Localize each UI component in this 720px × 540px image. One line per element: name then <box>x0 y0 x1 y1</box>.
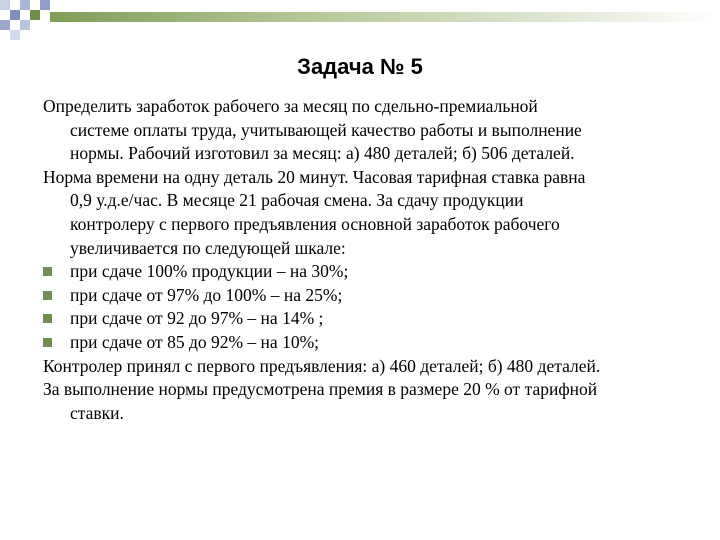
decorative-checker-pattern <box>0 0 50 42</box>
paragraph-line: системе оплаты труда, учитывающей качество работы и выполнение <box>70 119 582 140</box>
list-item-text: при сдаче от 92 до 97% – на 14% ; <box>70 308 324 329</box>
checker-square <box>30 10 40 20</box>
checker-square <box>20 20 30 30</box>
checker-square <box>40 0 50 10</box>
checker-square <box>0 30 10 40</box>
bonus-scale-list <box>43 260 703 354</box>
list-item-text: при сдаче от 85 до 92% – на 10%; <box>70 331 320 352</box>
paragraph-line: Определить заработок рабочего за месяц по сдельно-премиальной <box>43 96 538 116</box>
checker-square <box>30 0 40 10</box>
paragraph-line: 0,9 у.д.е/час. В месяце 21 рабочая смена. За сдачу продукции <box>70 190 524 211</box>
checker-square <box>20 10 30 20</box>
checker-square <box>0 20 10 30</box>
list-item <box>43 284 703 308</box>
list-item-text: при сдаче от 97% до 100% – на 25%; <box>70 284 343 305</box>
list-item-text: при сдаче 100% продукции – на 30%; <box>70 261 349 282</box>
checker-square <box>10 30 20 40</box>
paragraph-line: За выполнение нормы предусмотрена премия в размере 20 % от тарифной <box>43 379 598 400</box>
list-item <box>43 331 703 355</box>
paragraph-line: нормы. Рабочий изготовил за месяц: а) 480 деталей; б) 506 деталей. <box>70 143 575 164</box>
square-bullet-icon <box>43 267 52 276</box>
task-body <box>43 95 703 425</box>
list-item <box>43 260 703 284</box>
checker-square <box>10 0 20 10</box>
square-bullet-icon <box>43 338 52 347</box>
checker-square <box>30 20 40 30</box>
square-bullet-icon <box>43 291 52 300</box>
paragraph-line: ставки. <box>70 402 124 423</box>
slide-title <box>0 54 720 80</box>
header-gradient-band <box>50 12 720 22</box>
checker-square <box>20 0 30 10</box>
paragraph-line: Норма времени на одну деталь 20 минут. Часовая тарифная ставка равна <box>43 166 586 187</box>
paragraph-line: контролеру с первого предъявления основной заработок рабочего <box>70 213 560 234</box>
task-paragraph <box>43 95 703 166</box>
checker-square <box>10 10 20 20</box>
task-paragraph <box>43 166 703 260</box>
checker-square <box>10 20 20 30</box>
task-paragraph <box>43 355 703 379</box>
square-bullet-icon <box>43 314 52 323</box>
paragraph-line: увеличивается по следующей шкале: <box>70 237 346 258</box>
slide-title-text: Задача № 5 <box>297 54 423 79</box>
checker-square <box>0 0 10 10</box>
paragraph-line: Контролер принял с первого предъявления: а) 460 деталей; б) 480 деталей. <box>43 355 601 376</box>
task-paragraph <box>43 378 703 425</box>
checker-square <box>0 10 10 20</box>
checker-square <box>40 10 50 20</box>
list-item <box>43 307 703 331</box>
